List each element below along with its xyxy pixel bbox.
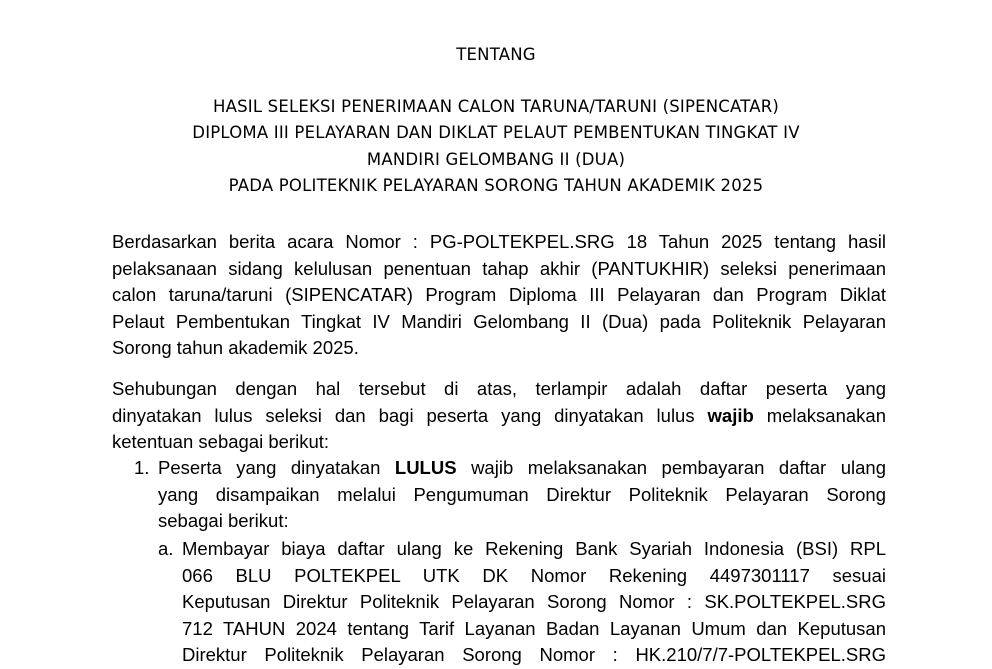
title-line-4: PADA POLITEKNIK PELAYARAN SORONG TAHUN AKADEMIK 2025 [228,176,764,195]
list-item-line: Direktur Politeknik Pelayaran Sorong Nomor : HK.210/7/7-POLTEKPEL.SRG [182,644,886,665]
list-item-body [158,455,886,535]
paragraph-line: Berdasarkan berita acara Nomor : PG-POLTEKPEL.SRG 18 Tahun 2025 tentang hasil [112,231,886,252]
list-item-line: Membayar biaya daftar ulang ke Rekening Bank Syariah Indonesia (BSI) RPL [182,538,886,559]
text-run: Peserta yang dinyatakan [158,457,395,478]
paragraph-sehubungan [112,376,886,456]
paragraph-berdasarkan [112,229,886,362]
paragraph-line: Pelaut Pembentukan Tingkat IV Mandiri Gelombang II (Dua) pada Politeknik Pelayaran [112,310,886,332]
text-run: melaksanakan [753,404,886,426]
list-item-line: 066 BLU POLTEKPEL UTK DK Nomor Rekening 4497301117 sesuai [182,564,886,586]
title-line-2: DIPLOMA III PELAYARAN DAN DIKLAT PELAUT PEMBENTUKAN TINGKAT IV [192,123,800,142]
list-letter: a. [158,538,174,559]
bold-text-lulus: LULUS [394,457,457,478]
list-item-line: yang disampaikan melalui Pengumuman Direktur Politeknik Pelayaran Sorong [158,483,886,505]
tentang-heading: TENTANG [456,45,536,64]
paragraph-line: calon taruna/taruni (SIPENCATAR) Program Diploma III Pelayaran dan Program Diklat [112,284,886,305]
paragraph-line: Sorong tahun akademik 2025. [112,337,359,358]
text-run: dinyatakan lulus seleksi dan bagi peserta yang dinyatakan lulus [112,404,708,426]
title-line-3: MANDIRI GELOMBANG II (DUA) [366,150,626,169]
list-item-line: sebagai berikut: [158,510,289,531]
list-item-line: Keputusan Direktur Politeknik Pelayaran Sorong Nomor : SK.POLTEKPEL.SRG [182,591,886,612]
list-number: 1. [134,457,150,478]
paragraph-line: ketentuan sebagai berikut: [112,431,330,452]
list-item-line: 712 TAHUN 2024 tentang Tarif Layanan Badan Layanan Umum dan Keputusan [182,617,886,639]
bold-text-wajib: wajib [707,404,754,426]
list-item-body [182,536,886,669]
list-item-line [158,455,886,482]
title-line-1: HASIL SELEKSI PENERIMAAN CALON TARUNA/TARUNI (SIPENCATAR) [212,97,780,116]
paragraph-line [112,403,886,430]
text-run: wajib melaksanakan pembayaran daftar ulang [456,457,886,478]
paragraph-line: pelaksanaan sidang kelulusan penentuan tahap akhir (PANTUKHIR) seleksi penerimaan [112,257,886,279]
paragraph-line: Sehubungan dengan hal tersebut di atas, terlampir adalah daftar peserta yang [112,378,886,399]
